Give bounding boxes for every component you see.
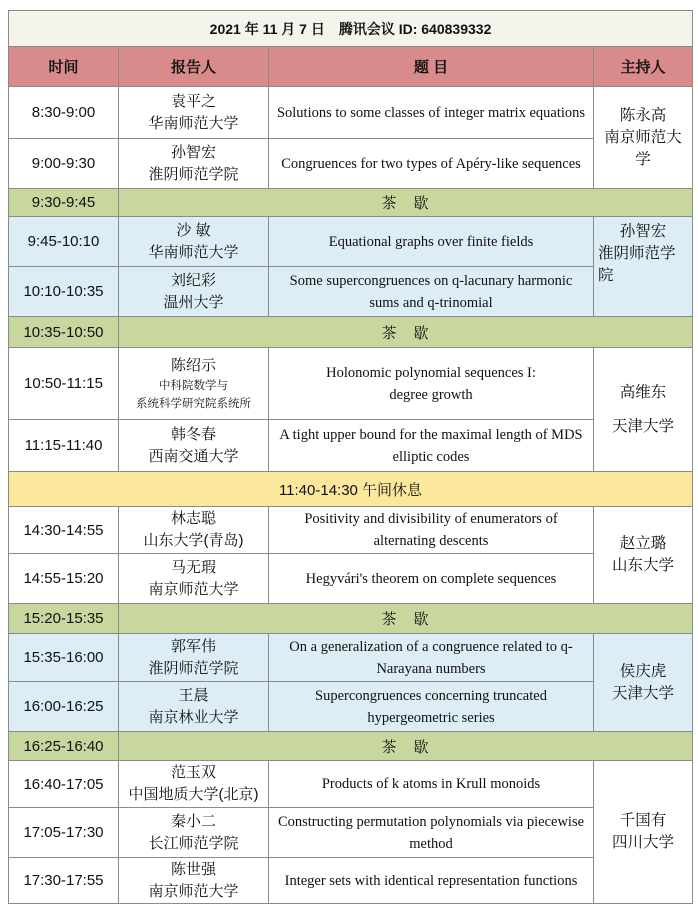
break-label: 茶 歇 (119, 189, 693, 217)
talk-row (9, 634, 693, 682)
time-cell: 9:45-10:10 (9, 217, 119, 267)
chair-cell (594, 217, 693, 317)
time-cell: 10:50-11:15 (9, 348, 119, 420)
break-label: 茶 歇 (119, 604, 693, 634)
chair-affiliation: 四川大学 (612, 834, 675, 851)
chair-cell (594, 507, 693, 604)
talk-title: Hegyvári's theorem on complete sequences (269, 554, 594, 604)
speaker-cell (119, 348, 269, 420)
break-row (9, 604, 693, 634)
talk-row (9, 808, 693, 858)
speaker-affiliation: 山东大学(青岛) (143, 532, 244, 549)
speaker-name: 范玉双 (170, 764, 216, 781)
talk-title: Supercongruences concerning truncated hypergeometric series (269, 682, 594, 732)
schedule-table (8, 10, 693, 904)
speaker-affiliation: 南京师范大学 (148, 580, 239, 598)
chair-name: 孙智宏 (619, 223, 667, 240)
chair-affiliation-cont: 学 (635, 150, 651, 168)
talk-title: Positivity and divisibility of enumerators of alternating descents (269, 507, 594, 554)
chair-cell (594, 634, 693, 732)
time-cell: 16:25-16:40 (9, 732, 119, 761)
speaker-cell (119, 267, 269, 317)
talk-row (9, 87, 693, 139)
break-label: 茶 歇 (119, 732, 693, 761)
schedule-container (8, 10, 693, 904)
talk-title: Solutions to some classes of integer matrix equations (269, 87, 594, 139)
talk-title: A tight upper bound for the maximal length of MDS elliptic codes (269, 420, 594, 472)
speaker-name: 袁平之 (170, 92, 216, 110)
chair-affiliation: 南京师范大 (604, 128, 682, 146)
time-cell: 15:35-16:00 (9, 634, 119, 682)
chair-affiliation: 淮阴师范学 (598, 245, 676, 262)
time-cell: 14:55-15:20 (9, 554, 119, 604)
speaker-affiliation-cont: 系统科学研究院系统所 (136, 397, 251, 410)
talk-row (9, 858, 693, 904)
break-row (9, 732, 693, 761)
speaker-name: 刘纪彩 (170, 271, 216, 289)
talk-title-line: Holonomic polynomial sequences I: (326, 364, 536, 381)
speaker-cell (119, 682, 269, 732)
speaker-name: 陈绍示 (170, 356, 216, 374)
chair-name: 侯庆虎 (619, 662, 667, 680)
speaker-name: 孙智宏 (170, 143, 216, 161)
talk-row (9, 761, 693, 808)
talk-title: Constructing permutation polynomials via piecewise method (269, 808, 594, 858)
break-row (9, 189, 693, 217)
speaker-name: 沙 敏 (176, 221, 211, 239)
talk-row (9, 420, 693, 472)
chair-affiliation: 山东大学 (612, 557, 675, 574)
time-cell: 17:05-17:30 (9, 808, 119, 858)
speaker-affiliation: 长江师范学院 (148, 834, 239, 852)
speaker-cell (119, 858, 269, 904)
speaker-affiliation: 西南交通大学 (148, 447, 239, 465)
header-topic: 题 目 (269, 47, 594, 87)
speaker-affiliation: 华南师范大学 (148, 243, 239, 261)
speaker-name: 马无瑕 (170, 558, 216, 576)
speaker-cell (119, 554, 269, 604)
talk-row (9, 348, 693, 420)
talk-row (9, 217, 693, 267)
speaker-cell (119, 139, 269, 189)
header-speaker: 报告人 (119, 47, 269, 87)
time-cell: 14:30-14:55 (9, 507, 119, 554)
talk-row (9, 682, 693, 732)
speaker-cell (119, 217, 269, 267)
talk-row (9, 507, 693, 554)
speaker-cell (119, 761, 269, 808)
chair-cell (594, 761, 693, 904)
speaker-affiliation: 华南师范大学 (148, 114, 239, 132)
talk-title: Congruences for two types of Apéry-like sequences (269, 139, 594, 189)
chair-cell (594, 87, 693, 189)
chair-name: 高维东 (619, 383, 667, 401)
break-row (9, 317, 693, 348)
header-chair: 主持人 (594, 47, 693, 87)
talk-row (9, 267, 693, 317)
speaker-name: 秦小二 (170, 812, 216, 830)
chair-name: 赵立璐 (619, 535, 667, 552)
speaker-affiliation: 南京林业大学 (148, 708, 239, 726)
speaker-cell (119, 87, 269, 139)
chair-affiliation: 天津大学 (612, 684, 675, 702)
header-row (9, 47, 693, 87)
speaker-name: 韩冬春 (170, 425, 216, 443)
time-cell: 9:30-9:45 (9, 189, 119, 217)
talk-row (9, 139, 693, 189)
speaker-affiliation: 温州大学 (163, 293, 224, 311)
talk-title: Equational graphs over finite fields (269, 217, 594, 267)
speaker-affiliation: 淮阴师范学院 (148, 165, 239, 183)
time-cell: 10:10-10:35 (9, 267, 119, 317)
chair-affiliation: 天津大学 (612, 417, 675, 435)
talk-title (269, 348, 594, 420)
talk-title-line: degree growth (389, 386, 473, 403)
talk-title: Integer sets with identical representation functions (269, 858, 594, 904)
speaker-name: 郭军伟 (170, 637, 216, 655)
speaker-name: 王晨 (178, 686, 209, 704)
chair-cell (594, 348, 693, 472)
lunch-row (9, 472, 693, 507)
speaker-affiliation: 中国地质大学(北京) (128, 786, 259, 803)
lunch-label: 11:40-14:30 午间休息 (9, 472, 693, 507)
title-row (9, 11, 693, 47)
talk-title: On a generalization of a congruence related to q-Narayana numbers (269, 634, 594, 682)
schedule-title: 2021 年 11 月 7 日 腾讯会议 ID: 640839332 (9, 11, 693, 47)
header-time: 时间 (9, 47, 119, 87)
speaker-cell (119, 507, 269, 554)
chair-name: 陈永高 (619, 106, 667, 124)
talk-title: Some supercongruences on q-lacunary harmonic sums and q-trinomial (269, 267, 594, 317)
speaker-cell (119, 420, 269, 472)
talk-title: Products of k atoms in Krull monoids (269, 761, 594, 808)
talk-row (9, 554, 693, 604)
time-cell: 17:30-17:55 (9, 858, 119, 904)
time-cell: 11:15-11:40 (9, 420, 119, 472)
break-label: 茶 歇 (119, 317, 693, 348)
time-cell: 16:40-17:05 (9, 761, 119, 808)
speaker-affiliation: 南京师范大学 (148, 882, 239, 900)
time-cell: 10:35-10:50 (9, 317, 119, 348)
time-cell: 9:00-9:30 (9, 139, 119, 189)
chair-affiliation-cont: 院 (598, 267, 614, 284)
speaker-name: 陈世强 (170, 860, 216, 878)
chair-spacer (598, 404, 688, 416)
time-cell: 16:00-16:25 (9, 682, 119, 732)
speaker-affiliation: 中科院数学与 (159, 379, 228, 392)
speaker-cell (119, 808, 269, 858)
time-cell: 8:30-9:00 (9, 87, 119, 139)
speaker-cell (119, 634, 269, 682)
speaker-affiliation: 淮阴师范学院 (148, 659, 239, 677)
speaker-name: 林志聪 (170, 510, 216, 527)
time-cell: 15:20-15:35 (9, 604, 119, 634)
chair-name: 千国有 (619, 812, 667, 829)
